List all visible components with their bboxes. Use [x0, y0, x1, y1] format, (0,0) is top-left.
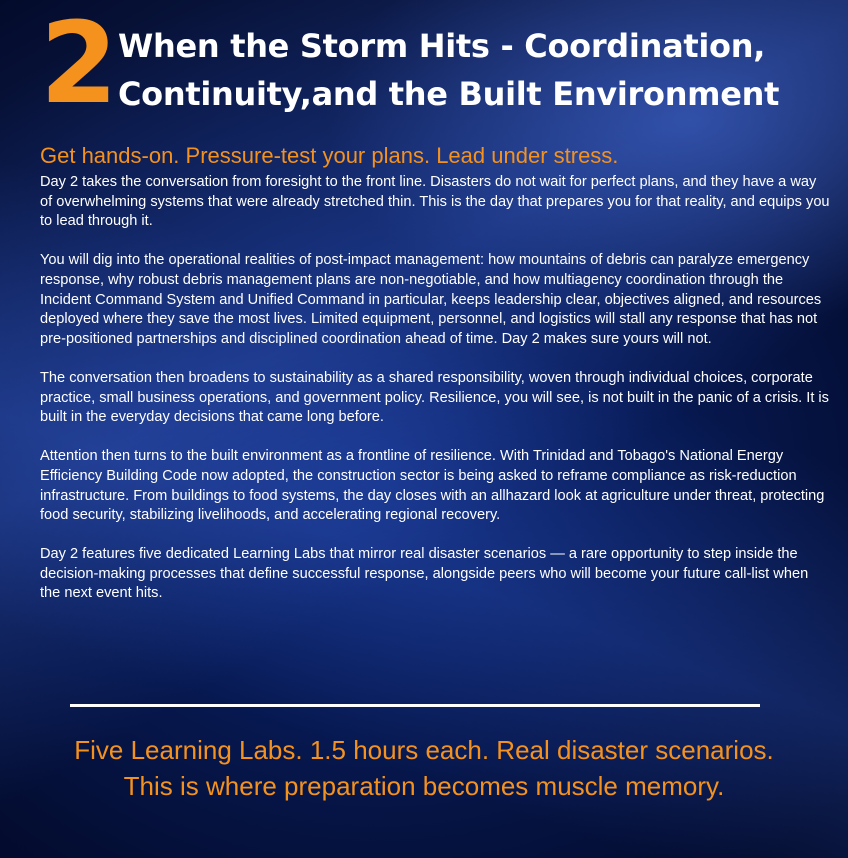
title-line-2: Continuity,and the Built Environment: [118, 75, 780, 113]
paragraph-learning-labs: Day 2 features five dedicated Learning Labs that mirror real disaster scenarios — a rare opportunity to step inside the decision-making processes that define successful response, alongside peers who will become your future call-list when the next event hits.: [40, 546, 809, 602]
closing-statement: [0, 732, 848, 804]
page-title: [118, 22, 838, 118]
paragraph-intro: Day 2 takes the conversation from foresight to the front line. Disasters do not wait for perfect plans, and they have a way of overwhelming systems that were already stretched thin. This is the day that prepares you for that reality, and equips you to lead through it.: [40, 174, 830, 230]
body-text: [40, 173, 830, 624]
closing-line-1: Five Learning Labs. 1.5 hours each. Real disaster scenarios.: [74, 735, 774, 765]
tagline: Get hands-on. Pressure-test your plans. Lead under stress.: [40, 143, 619, 168]
paragraph-sustainability: The conversation then broadens to sustainability as a shared responsibility, woven through individual choices, corporate practice, small business operations, and government policy. Resilience, you will see, is not built in the panic of a crisis. It is built in the everyday decisions that came long before.: [40, 369, 829, 426]
divider: [70, 704, 760, 707]
paragraph-operations: You will dig into the operational realities of post-impact management: how mountains of debris can paralyze emergency response, why robust debris management plans are non-negotiable, and how multiagency coordination through the Incident Command System and Unified Command in particular, keeps leadership clear, objectives aligned, and resources deployed where they save the most lives. Limited equipment, personnel, and logistics will stall any response that has not pre-positioned partnerships and disciplined coordination ahead of time. Day 2 makes sure yours will not.: [40, 252, 822, 347]
paragraph-built-environment: Attention then turns to the built environment as a frontline of resilience. With Trinidad and Tobago's National Energy Efficiency Building Code now adopted, the construction sector is being asked to reframe compliance as risk-reduction infrastructure. From buildings to food systems, the day closes with an allhazard look at agriculture under threat, protecting food security, stabilizing livelihoods, and accelerating regional recovery.: [40, 448, 825, 524]
closing-line-2: This is where preparation becomes muscle memory.: [123, 771, 725, 801]
title-line-1: When the Storm Hits - Coordination,: [118, 27, 766, 65]
header: [40, 0, 840, 129]
day-number: 2: [40, 0, 118, 129]
